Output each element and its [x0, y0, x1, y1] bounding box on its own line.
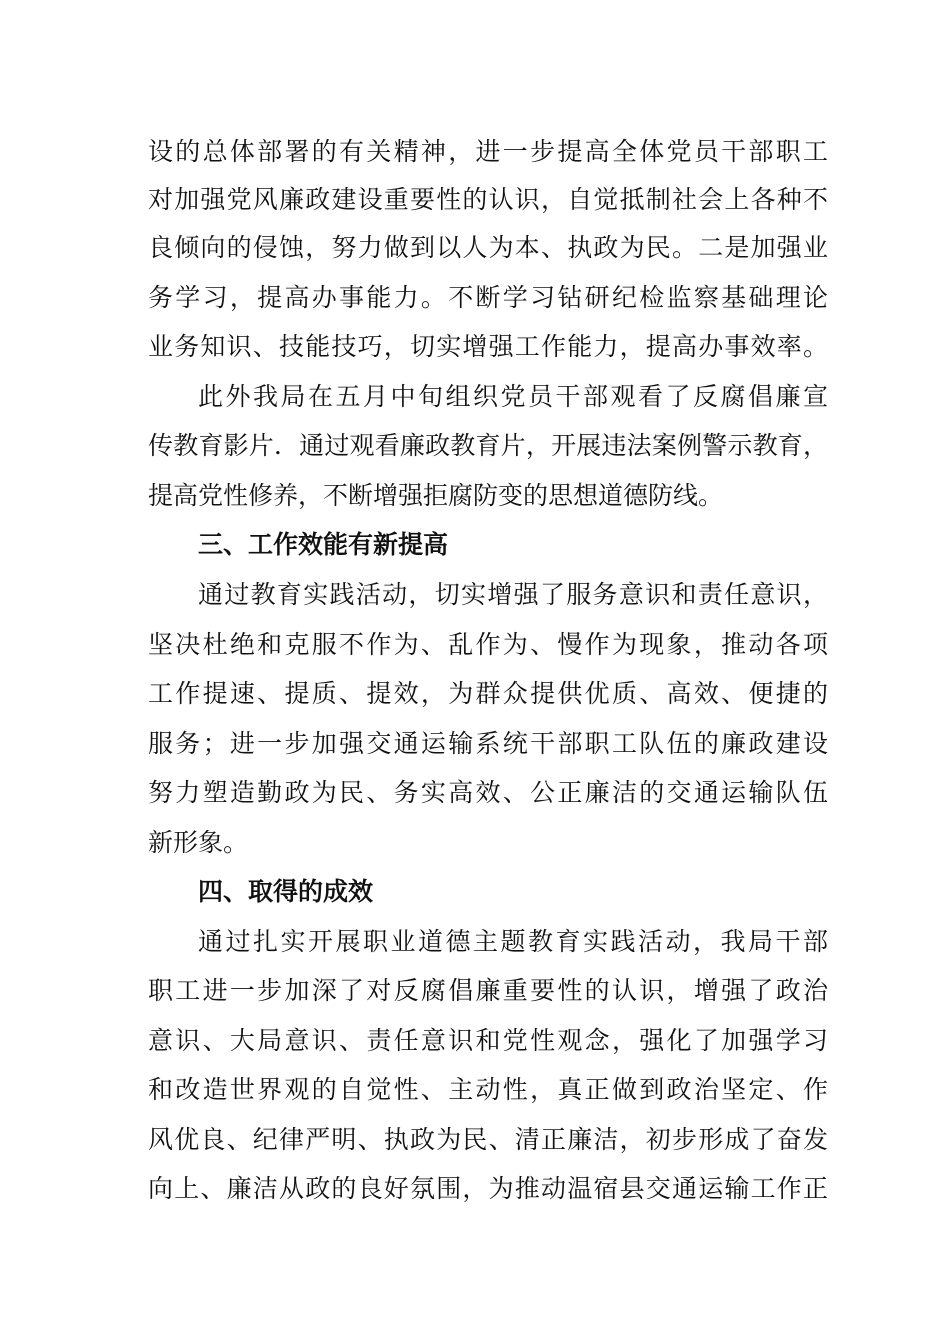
text-line: 努力塑造勤政为民、务实高效、公正廉洁的交通运输队伍	[148, 778, 828, 807]
text-line: 意识、大局意识、责任意识和党性观念，强化了加强学习	[148, 1026, 828, 1055]
text-line: 务学习，提高办事能力。不断学习钻研纪检监察基础理论	[148, 283, 828, 312]
paragraph-first-line: 通过扎实开展职业道德主题教育实践活动，我局干部	[198, 927, 828, 956]
text-line: 传教育影片．通过观看廉政教育片，开展违法案例警示教育，	[148, 431, 828, 460]
text-line: 风优良、纪律严明、执政为民、清正廉洁，初步形成了奋发	[148, 1125, 828, 1154]
text-line: 工作提速、提质、提效，为群众提供优质、高效、便捷的	[148, 679, 828, 708]
section-heading: 四、取得的成效	[198, 877, 374, 906]
text-line: 对加强党风廉政建设重要性的认识，自觉抵制社会上各种不	[148, 185, 828, 214]
text-line: 良倾向的侵蚀，努力做到以人为本、执政为民。二是加强业	[148, 233, 828, 262]
text-line: 业务知识、技能技巧，切实增强工作能力，提高办事效率。	[148, 332, 828, 361]
text-line: 提高党性修养，不断增强拒腐防变的思想道德防线。	[148, 481, 724, 510]
text-line: 坚决杜绝和克服不作为、乱作为、慢作为现象，推动各项	[148, 630, 828, 659]
text-line: 向上、廉洁从政的良好氛围，为推动温宿县交通运输工作正	[148, 1174, 828, 1203]
text-line: 设的总体部署的有关精神，进一步提高全体党员干部职工	[148, 137, 828, 166]
paragraph-first-line: 通过教育实践活动，切实增强了服务意识和责任意识，	[198, 580, 828, 609]
section-heading: 三、工作效能有新提高	[198, 530, 449, 559]
text-line: 新形象。	[148, 828, 249, 857]
text-line: 和改造世界观的自觉性、主动性，真正做到政治坚定、作	[148, 1075, 828, 1104]
text-line: 服务；进一步加强交通运输系统干部职工队伍的廉政建设	[148, 729, 828, 758]
paragraph-first-line: 此外我局在五月中旬组织党员干部观看了反腐倡廉宣	[198, 382, 828, 411]
text-line: 职工进一步加深了对反腐倡廉重要性的认识，增强了政治	[148, 976, 828, 1005]
